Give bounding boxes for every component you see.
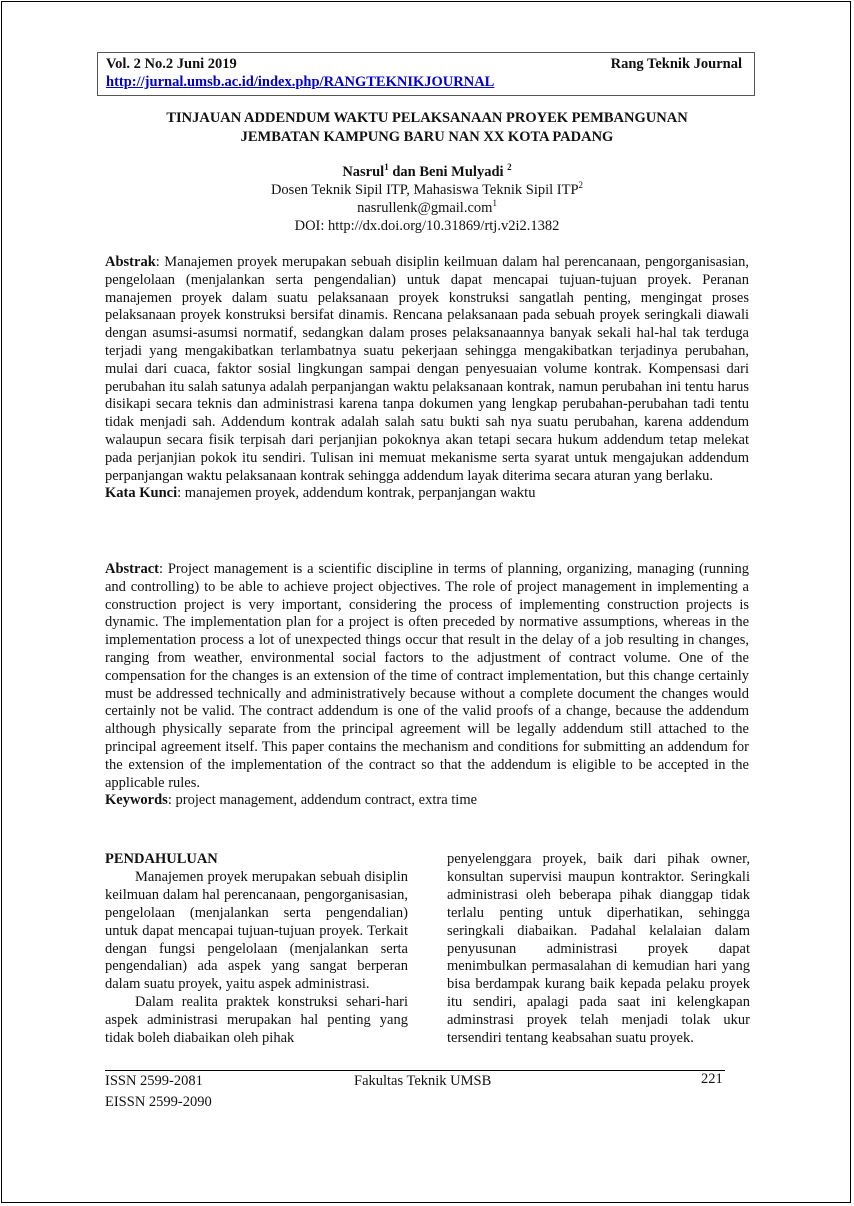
- abstract-label: Abstract: [105, 561, 159, 577]
- kata-kunci-text: : manajemen proyek, addendum kontrak, perpanjangan waktu: [177, 485, 536, 502]
- page-number: 221: [701, 1071, 723, 1087]
- kata-kunci-label: Kata Kunci: [105, 485, 178, 502]
- keywords-label: Keywords: [105, 792, 168, 809]
- journal-header-box: [97, 52, 755, 96]
- right-column: [447, 851, 750, 1048]
- author-2: dan Beni Mulyadi: [388, 164, 508, 180]
- author-1-sup: 1: [384, 162, 389, 173]
- left-column: [105, 851, 408, 1048]
- email-sup: 1: [492, 198, 497, 209]
- affiliation-text: Dosen Teknik Sipil ITP, Mahasiswa Teknik Sipil ITP: [270, 182, 579, 198]
- affiliation: [100, 181, 754, 199]
- abstract-text: : Project management is a scientific discipline in terms of planning, organizing, managing (running and controlling) to be able to achieve project objectives. The role of project management in implementing a construction project is very important, considering the process of implementing construction projects is dynamic. The implementation plan for a project is often preceded by normative assumptions, whereas in the implementation process a lot of unexpected things occur that result in the delay of a job resulting in changes, ranging from weather, environmental social factors to the adjustment of contract volume. One of the compensation for the changes is an extension of the time of contract implementation, but this change certainly must be addressed technically and administratively because without a complete document the changes would certainly not be valid. The contract addendum is one of the valid proofs of a change, because the addendum although physically separate from the principal agreement will be legally addendum still attached to the principal agreement itself. This paper contains the mechanism and conditions for submitting an addendum for the extension of the implementation of the contract so that the addendum is eligible to be accepted in the applicable rules.: [105, 561, 749, 791]
- author-2-sup: 2: [507, 162, 512, 173]
- section-heading: PENDAHULUAN: [105, 851, 218, 867]
- keywords-text: : project management, addendum contract, extra time: [167, 792, 478, 809]
- title-line-2: JEMBATAN KAMPUNG BARU NAN XX KOTA PADANG: [240, 129, 614, 145]
- left-paragraph-1: Manajemen proyek merupakan sebuah disiplin keilmuan dalam hal perencanaan, pengorganisasian, pengelolaan (menjalankan serta pengendalian) untuk dapat mencapai tujuan-tujuan proyek. Terkait dengan fungsi pengelolaan (menjalankan serta pengendalian) ada aspek yang sangat berperan dalam suatu proyek, yaitu aspek administrasi.: [105, 868, 408, 993]
- abstrak-label: Abstrak: [105, 254, 156, 270]
- eissn: EISSN 2599-2090: [105, 1094, 212, 1110]
- right-paragraph-1: penyelenggara proyek, baik dari pihak owner, konsultan supervisi maupun kontraktor. Seringkali administrasi oleh beberapa pihak dianggap tidak terlalu penting untuk diperhatikan, sehingga seringkali diabaikan. Padahal kelalaian dalam penyusunan administrasi proyek dapat menimbulkan permasalahan di kemudian hari yang bisa berdampak kurang baik kepada pelaku proyek itu sendiri, apalagi pada saat ini kelengkapan adminstrasi proyek telah menjadi tolak ukur tersendiri tentang keabsahan suatu proyek.: [447, 851, 750, 1047]
- author-line: [100, 163, 754, 181]
- faculty: Fakultas Teknik UMSB: [354, 1073, 492, 1089]
- email-text: nasrullenk@gmail.com: [357, 200, 493, 216]
- abstrak-block: [105, 254, 749, 503]
- volume-info: Vol. 2 No.2 Juni 2019: [106, 56, 237, 72]
- author-1: Nasrul: [342, 164, 385, 180]
- affiliation-sup: 2: [578, 180, 584, 191]
- paper-title: [100, 109, 754, 147]
- journal-name: Rang Teknik Journal: [610, 56, 742, 72]
- journal-url-link[interactable]: http://jurnal.umsb.ac.id/index.php/RANGTEKNIKJOURNAL: [106, 74, 495, 90]
- issn: ISSN 2599-2081: [105, 1073, 203, 1089]
- abstrak-text: : Manajemen proyek merupakan sebuah disiplin keilmuan dalam hal perencanaan, pengorganisasian, pengelolaan (menjalankan serta pengendalian) untuk dapat mencapai tujuan-tujuan proyek. Peranan manajemen proyek dalam suatu pelaksanaan proyek konstruksi sangatlah penting, mengingat proses pelaksanaan proyek konstruksi bersifat dinamis. Rencana pelaksanaan pada sebuah proyek seringkali diawali dengan asumsi-asumsi normatif, sedangkan dalam proses pelaksanaannya banyak sekali hal-hal tak terduga terjadi yang mengakibatkan terlambatnya suatu pekerjaan sehingga mengakibatkan terjadinya perubahan, mulai dari cuaca, faktor sosial lingkungan sampai dengan penyesuaian volume kontrak. Kompensasi dari perubahan itu salah satunya adalah perpanjangan waktu pelaksanaan kontrak, namun perubahan ini tentu harus disikapi secara teknis dan administrasi karena tanpa dokumen yang lengkap perubahan-perubahan tadi tentu tidak menjadi sah. Addendum kontrak adalah salah satu bukti sah nya suatu perubahan, karena addendum walaupun secara fisik terpisah dari perjanjian pokoknya akan tetapi secara hukum addendum tetap melekat pada perjanjian pokok itu sendiri. Tulisan ini memuat mekanisme serta syarat untuk mengajukan addendum perpanjangan waktu pelaksanaan kontrak sehingga addendum layak diterima secara aturan yang berlaku.: [105, 254, 749, 484]
- abstract-block: [105, 561, 749, 810]
- doi: DOI: http://dx.doi.org/10.31869/rtj.v2i2.1382: [294, 218, 560, 234]
- footer-divider: [105, 1070, 725, 1071]
- title-line-1: TINJAUAN ADDENDUM WAKTU PELAKSANAAN PROYEK PEMBANGUNAN: [166, 110, 688, 126]
- email: [100, 199, 754, 217]
- left-paragraph-2: Dalam realita praktek konstruksi sehari-hari aspek administrasi merupakan hal penting yang tidak boleh diabaikan oleh pihak: [105, 994, 408, 1047]
